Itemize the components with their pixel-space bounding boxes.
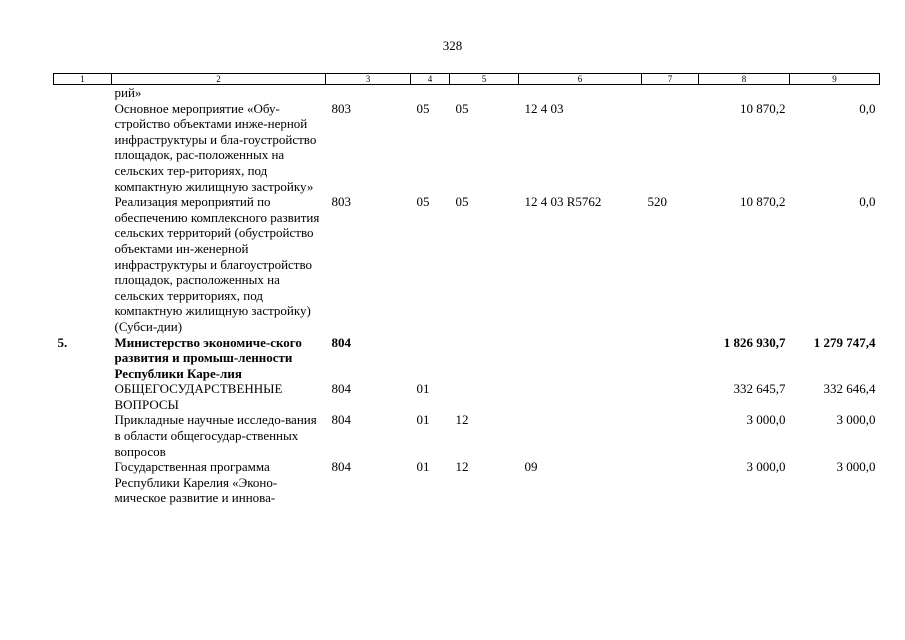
row-name: ОБЩЕГОСУДАРСТВЕННЫЕ ВОПРОСЫ: [114, 381, 283, 412]
row-amount-year-1: 1 826 930,7: [723, 334, 786, 350]
row-target-article: [519, 85, 642, 101]
row-ministry-code: 804: [331, 459, 351, 475]
row-subsection: 05: [455, 100, 469, 116]
row-subsection: [450, 335, 519, 382]
row-amount-year-2: 0,0: [859, 100, 876, 116]
row-amount-year-2: 3 000,0: [836, 412, 876, 428]
row-amount-year-2: 3 000,0: [836, 459, 876, 475]
row-target-article: [519, 335, 642, 382]
header-col-3: 3: [326, 74, 411, 85]
row-number: [54, 459, 112, 506]
row-amount-year-1: 3 000,0: [746, 412, 786, 428]
header-col-6: 6: [519, 74, 642, 85]
row-number: 5.: [57, 334, 68, 350]
row-target-article: [519, 412, 642, 459]
row-section: 01: [416, 459, 430, 475]
header-col-1: 1: [54, 74, 112, 85]
row-amount-year-2: 0,0: [859, 194, 876, 210]
table-row: [54, 194, 880, 334]
table-row: [54, 459, 880, 506]
row-ministry-code: [326, 85, 411, 101]
page-number: 328: [442, 38, 463, 53]
row-amount-year-2: 332 646,4: [823, 381, 876, 397]
row-expense-type: [642, 381, 699, 412]
row-ministry-code: 803: [331, 100, 351, 116]
row-expense-type: [642, 335, 699, 382]
row-number: [54, 194, 112, 334]
row-target-article: 09: [524, 459, 538, 475]
row-ministry-code: 804: [331, 412, 351, 428]
header-col-2: 2: [112, 74, 326, 85]
row-amount-year-1: 10 870,2: [740, 194, 786, 210]
row-ministry-code: 803: [331, 194, 351, 210]
header-col-4: 4: [411, 74, 450, 85]
table-header: [54, 74, 880, 85]
row-amount-year-1: 332 645,7: [733, 381, 786, 397]
row-name: Государственная программа Республики Карелия «Эконо-мическое развитие и иннова-: [114, 459, 278, 506]
row-subsection: [450, 85, 519, 101]
row-ministry-code: 804: [331, 381, 351, 397]
row-amount-year-2: 1 279 747,4: [813, 334, 876, 350]
header-col-8: 8: [699, 74, 790, 85]
row-amount-year-1: 3 000,0: [746, 459, 786, 475]
row-name: Министерство экономиче-ского развития и промыш-ленности Республики Каре-лия: [114, 334, 302, 381]
row-section: 05: [416, 100, 430, 116]
table-row: [54, 335, 880, 382]
header-col-9: 9: [790, 74, 880, 85]
row-number: [54, 101, 112, 195]
row-expense-type: [642, 459, 699, 506]
row-ministry-code: 804: [331, 334, 351, 350]
row-subsection: 12: [455, 412, 469, 428]
table-row: [54, 101, 880, 195]
row-target-article: 12 4 03: [524, 100, 564, 116]
header-col-5: 5: [450, 74, 519, 85]
row-section: 01: [416, 381, 430, 397]
row-section: [411, 85, 450, 101]
row-name: Основное мероприятие «Обу-стройство объектами инже-нерной инфраструктуры и бла-гоустройство площадок, рас-положенных на сельских тер-риториях, под компактную жилищную застройку»: [114, 100, 317, 194]
row-amount-year-2: [790, 85, 880, 101]
row-name: Реализация мероприятий по обеспечению комплексного развития сельских территорий (обустройство объектами ин-женерной инфраструктуры и благоустройство площадок, расположенных на сельских территориях, под компактную жилищную застройку) (Субси-дии): [114, 194, 320, 334]
budget-table: [53, 73, 880, 506]
row-section: [411, 335, 450, 382]
row-expense-type: [642, 85, 699, 101]
table-row: [54, 85, 880, 101]
table-row: [54, 381, 880, 412]
row-expense-type: [642, 412, 699, 459]
row-subsection: 05: [455, 194, 469, 210]
row-subsection: 12: [455, 459, 469, 475]
header-col-7: 7: [642, 74, 699, 85]
row-expense-type: [642, 101, 699, 195]
row-name: Прикладные научные исследо-вания в области общегосудар-ственных вопросов: [114, 412, 317, 459]
row-target-article: 12 4 03 R5762: [524, 194, 602, 210]
row-section: 01: [416, 412, 430, 428]
row-number: [54, 381, 112, 412]
row-number: [54, 412, 112, 459]
row-amount-year-1: [699, 85, 790, 101]
table-row: [54, 412, 880, 459]
row-expense-type: 520: [647, 194, 667, 210]
table-body: [54, 85, 880, 507]
row-amount-year-1: 10 870,2: [740, 100, 786, 116]
row-number: [54, 85, 112, 101]
row-name: рий»: [114, 85, 142, 100]
row-subsection: [450, 381, 519, 412]
row-section: 05: [416, 194, 430, 210]
row-target-article: [519, 381, 642, 412]
